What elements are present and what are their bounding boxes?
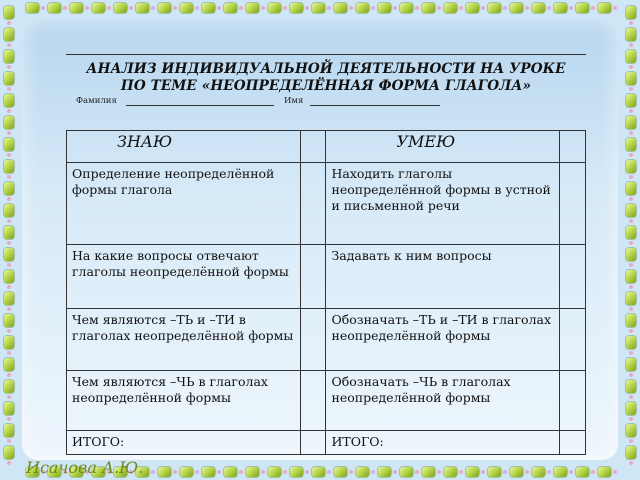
dot-ornament [591, 470, 595, 474]
bead-ornament [4, 226, 14, 239]
bead-ornament [92, 3, 105, 13]
dot-ornament [613, 6, 617, 10]
bead-ornament [158, 467, 171, 477]
bead-ornament [70, 3, 83, 13]
can-total-mark-cell[interactable] [560, 431, 586, 455]
bead-ornament [422, 3, 435, 13]
know-cell: Чем являются –ТЬ и –ТИ в глаголах неопределённой формы [67, 309, 301, 371]
dot-ornament [459, 470, 463, 474]
dot-ornament [629, 373, 633, 377]
bead-ornament [626, 138, 636, 151]
bead-ornament [4, 336, 14, 349]
bead-ornament [626, 72, 636, 85]
dot-ornament [629, 197, 633, 201]
bead-ornament [4, 424, 14, 437]
bead-ornament [290, 467, 303, 477]
dot-ornament [327, 470, 331, 474]
dot-ornament [239, 470, 243, 474]
dot-ornament [7, 65, 11, 69]
dot-ornament [629, 87, 633, 91]
bead-ornament [4, 6, 14, 19]
bead-ornament [576, 467, 589, 477]
dot-ornament [629, 351, 633, 355]
bead-ornament [4, 358, 14, 371]
bead-ornament [4, 292, 14, 305]
bead-ornament [334, 3, 347, 13]
dot-ornament [629, 439, 633, 443]
dot-ornament [41, 6, 45, 10]
bead-ornament [598, 3, 611, 13]
dot-ornament [503, 470, 507, 474]
dot-ornament [173, 470, 177, 474]
can-mark-cell[interactable] [560, 245, 586, 309]
bead-ornament [626, 336, 636, 349]
worksheet [66, 54, 586, 453]
bead-ornament [626, 50, 636, 63]
bead-ornament [4, 204, 14, 217]
dot-ornament [239, 6, 243, 10]
bead-ornament [4, 28, 14, 41]
dot-ornament [195, 470, 199, 474]
bead-ornament [554, 467, 567, 477]
bead-ornament [4, 402, 14, 415]
bead-ornament [48, 3, 61, 13]
dot-ornament [437, 6, 441, 10]
bead-ornament [626, 248, 636, 261]
bead-ornament [532, 467, 545, 477]
dot-ornament [173, 6, 177, 10]
analysis-table [66, 130, 586, 455]
bead-ornament [312, 467, 325, 477]
know-mark-cell[interactable] [300, 309, 326, 371]
dot-ornament [7, 175, 11, 179]
bead-ornament [626, 314, 636, 327]
bead-ornament [356, 467, 369, 477]
bead-ornament [488, 3, 501, 13]
bead-ornament [4, 182, 14, 195]
dot-ornament [547, 470, 551, 474]
dot-ornament [7, 439, 11, 443]
dot-ornament [7, 219, 11, 223]
dot-ornament [7, 241, 11, 245]
know-header-cell [67, 131, 301, 163]
bead-ornament [554, 3, 567, 13]
dot-ornament [7, 373, 11, 377]
bead-ornament [576, 3, 589, 13]
bead-ornament [224, 3, 237, 13]
know-mark-cell[interactable] [300, 131, 326, 163]
dot-ornament [481, 6, 485, 10]
bead-ornament [626, 6, 636, 19]
bead-ornament [626, 226, 636, 239]
dot-ornament [547, 6, 551, 10]
bead-ornament [268, 3, 281, 13]
table-row [67, 163, 586, 245]
can-cell: Обозначать –ТЬ и –ТИ в глаголах неопределённой формы [326, 309, 560, 371]
know-total: ИТОГО: [67, 431, 301, 455]
know-mark-cell[interactable] [300, 245, 326, 309]
dot-ornament [629, 131, 633, 135]
dot-ornament [349, 470, 353, 474]
bead-ornament [626, 116, 636, 129]
title-line-1: АНАЛИЗ ИНДИВИДУАЛЬНОЙ ДЕЯТЕЛЬНОСТИ НА УРОКЕ [86, 61, 566, 77]
dot-ornament [629, 263, 633, 267]
dot-ornament [129, 6, 133, 10]
bead-ornament [598, 467, 611, 477]
surname-label: Фамилия [76, 96, 117, 106]
can-cell: Задавать к ним вопросы [326, 245, 560, 309]
bead-ornament [312, 3, 325, 13]
dot-ornament [569, 6, 573, 10]
dot-ornament [629, 153, 633, 157]
can-mark-cell[interactable] [560, 163, 586, 245]
know-total-mark-cell[interactable] [300, 431, 326, 455]
dot-ornament [195, 6, 199, 10]
know-cell: Определение неопределённой формы глагола [67, 163, 301, 245]
dot-ornament [7, 153, 11, 157]
can-mark-cell[interactable] [560, 309, 586, 371]
bead-ornament [4, 160, 14, 173]
bead-ornament [626, 292, 636, 305]
dot-ornament [629, 43, 633, 47]
bead-ornament [466, 3, 479, 13]
know-cell: Чем являются –ЧЬ в глаголах неопределённой формы [67, 371, 301, 431]
dot-ornament [525, 6, 529, 10]
can-mark-cell[interactable] [560, 131, 586, 163]
bead-ornament [4, 248, 14, 261]
dot-ornament [85, 6, 89, 10]
bead-ornament [466, 467, 479, 477]
can-cell: Находить глаголы неопределённой формы в устной и письменной речи [326, 163, 560, 245]
bead-ornament [180, 3, 193, 13]
dot-ornament [415, 6, 419, 10]
dot-ornament [7, 307, 11, 311]
table-header-row [67, 131, 586, 163]
can-header: УМЕЮ [396, 132, 456, 151]
dot-ornament [63, 6, 67, 10]
know-mark-cell[interactable] [300, 371, 326, 431]
dot-ornament [629, 65, 633, 69]
bead-ornament [626, 446, 636, 459]
dot-ornament [7, 21, 11, 25]
bead-ornament [202, 467, 215, 477]
author-signature: Исачова А.Ю. [26, 458, 144, 477]
bead-ornament [422, 467, 435, 477]
dot-ornament [107, 6, 111, 10]
dot-ornament [7, 87, 11, 91]
dot-ornament [217, 6, 221, 10]
bead-ornament [4, 270, 14, 283]
bead-ornament [4, 314, 14, 327]
bead-ornament [224, 467, 237, 477]
bead-ornament [626, 204, 636, 217]
bead-ornament [400, 467, 413, 477]
dot-ornament [393, 470, 397, 474]
bead-ornament [246, 467, 259, 477]
dot-ornament [569, 470, 573, 474]
dot-ornament [459, 6, 463, 10]
bead-ornament [4, 380, 14, 393]
dot-ornament [7, 131, 11, 135]
dot-ornament [629, 395, 633, 399]
dot-ornament [283, 6, 287, 10]
bead-ornament [626, 358, 636, 371]
bead-ornament [400, 3, 413, 13]
bead-ornament [488, 467, 501, 477]
dot-ornament [151, 6, 155, 10]
bead-ornament [378, 3, 391, 13]
surname-field-line[interactable] [126, 105, 274, 106]
can-mark-cell[interactable] [560, 371, 586, 431]
dot-ornament [7, 197, 11, 201]
bead-ornament [334, 467, 347, 477]
dot-ornament [629, 175, 633, 179]
dot-ornament [261, 470, 265, 474]
dot-ornament [305, 470, 309, 474]
dot-ornament [629, 329, 633, 333]
dot-ornament [261, 6, 265, 10]
bead-ornament [4, 116, 14, 129]
bead-ornament [4, 94, 14, 107]
bead-ornament [4, 138, 14, 151]
dot-ornament [371, 470, 375, 474]
dot-ornament [7, 43, 11, 47]
bead-ornament [626, 402, 636, 415]
dot-ornament [629, 109, 633, 113]
dot-ornament [629, 219, 633, 223]
bead-ornament [626, 182, 636, 195]
dot-ornament [629, 21, 633, 25]
dot-ornament [7, 329, 11, 333]
dot-ornament [415, 470, 419, 474]
dot-ornament [7, 417, 11, 421]
dot-ornament [481, 470, 485, 474]
dot-ornament [7, 461, 11, 465]
dot-ornament [7, 263, 11, 267]
bead-ornament [136, 3, 149, 13]
bead-ornament [378, 467, 391, 477]
dot-ornament [7, 351, 11, 355]
bead-ornament [444, 467, 457, 477]
can-header-cell [326, 131, 560, 163]
bead-ornament [510, 467, 523, 477]
bead-ornament [626, 270, 636, 283]
bead-ornament [158, 3, 171, 13]
can-cell: Обозначать –ЧЬ в глаголах неопределённой формы [326, 371, 560, 431]
table-row [67, 309, 586, 371]
bead-ornament [4, 50, 14, 63]
can-total: ИТОГО: [326, 431, 560, 455]
know-header: ЗНАЮ [117, 132, 173, 151]
dot-ornament [7, 285, 11, 289]
bead-ornament [626, 160, 636, 173]
dot-ornament [629, 417, 633, 421]
bead-ornament [356, 3, 369, 13]
table-row [67, 371, 586, 431]
bead-ornament [114, 3, 127, 13]
dot-ornament [393, 6, 397, 10]
dot-ornament [629, 285, 633, 289]
dot-ornament [7, 109, 11, 113]
bead-ornament [626, 28, 636, 41]
dot-ornament [629, 307, 633, 311]
name-label: Имя [284, 96, 304, 106]
worksheet-title [66, 61, 586, 95]
bead-ornament [246, 3, 259, 13]
bead-ornament [26, 3, 39, 13]
dot-ornament [371, 6, 375, 10]
dot-ornament [525, 470, 529, 474]
bead-ornament [180, 467, 193, 477]
bead-ornament [626, 94, 636, 107]
bead-ornament [290, 3, 303, 13]
bead-ornament [4, 72, 14, 85]
bead-ornament [626, 424, 636, 437]
table-row [67, 245, 586, 309]
dot-ornament [7, 395, 11, 399]
dot-ornament [629, 461, 633, 465]
dot-ornament [629, 241, 633, 245]
dot-ornament [613, 470, 617, 474]
dot-ornament [591, 6, 595, 10]
bead-ornament [202, 3, 215, 13]
dot-ornament [283, 470, 287, 474]
name-fields [66, 95, 586, 107]
title-line-2: ПО ТЕМЕ «НЕОПРЕДЕЛЁННАЯ ФОРМА ГЛАГОЛА» [120, 78, 532, 94]
name-field-line[interactable] [310, 105, 440, 106]
bead-ornament [4, 446, 14, 459]
bead-ornament [626, 380, 636, 393]
bead-ornament [510, 3, 523, 13]
dot-ornament [151, 470, 155, 474]
total-row [67, 431, 586, 455]
bead-ornament [268, 467, 281, 477]
dot-ornament [305, 6, 309, 10]
know-cell: На какие вопросы отвечают глаголы неопределённой формы [67, 245, 301, 309]
bead-ornament [444, 3, 457, 13]
dot-ornament [503, 6, 507, 10]
dot-ornament [327, 6, 331, 10]
dot-ornament [217, 470, 221, 474]
know-mark-cell[interactable] [300, 163, 326, 245]
bead-ornament [532, 3, 545, 13]
dot-ornament [437, 470, 441, 474]
dot-ornament [349, 6, 353, 10]
